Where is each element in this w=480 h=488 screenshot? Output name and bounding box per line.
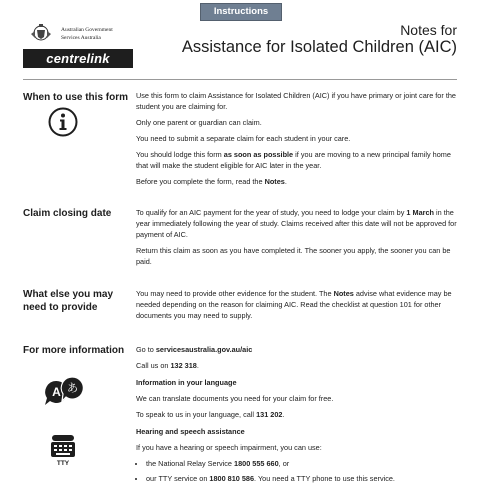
- centrelink-brand-bar: centrelink: [23, 49, 133, 68]
- more-call-line: [136, 360, 458, 371]
- section-content-evidence: [136, 288, 458, 326]
- language-phone-number[interactable]: 131 202: [256, 410, 283, 419]
- language-para-2: [136, 409, 458, 420]
- text: .: [282, 410, 285, 419]
- text: Go to: [136, 345, 156, 354]
- text: . You need a TTY phone to use this service.: [254, 474, 395, 483]
- when-para-1: Use this form to claim Assistance for Isolated Children (AIC) if you have primary or joint care for the student you are claiming for.: [136, 91, 456, 111]
- text: the National Relay Service: [146, 459, 235, 468]
- text: , or: [278, 459, 290, 468]
- closing-para-1: [136, 207, 458, 240]
- notes-for-label: Notes for: [400, 22, 457, 38]
- instructions-tab: Instructions: [200, 3, 282, 21]
- list-item: [146, 458, 458, 469]
- phone-number[interactable]: 132 318: [170, 361, 197, 370]
- coat-of-arms-icon: [29, 22, 53, 46]
- emphasis: Notes: [333, 289, 354, 298]
- when-para-4: [136, 149, 458, 171]
- when-para-3: You need to submit a separate claim for each student in your care.: [136, 134, 351, 143]
- emphasis: Notes: [264, 177, 285, 186]
- hearing-subheading: Hearing and speech assistance: [136, 427, 245, 436]
- text: in the year immediately following the year of study. Claims received after this date will not be approved for payment of AIC.: [136, 208, 457, 239]
- text: To qualify for an AIC payment for the year of study, you need to lodge your claim by: [136, 208, 407, 217]
- section-heading-more: For more information: [23, 345, 125, 356]
- section-content-closing: [136, 207, 458, 272]
- language-icon-letter-jp: あ: [67, 381, 78, 395]
- text: You should lodge this form: [136, 150, 224, 159]
- document-title: Assistance for Isolated Children (AIC): [181, 38, 457, 56]
- header-divider: [23, 79, 457, 80]
- language-icon-letter-a: A: [52, 385, 61, 399]
- emphasis: 1 March: [406, 208, 434, 217]
- text: if you are moving to a new principal family home that will make the student eligible for AIC later in the year.: [136, 150, 451, 170]
- hearing-options-list: [136, 458, 458, 484]
- language-icon: [42, 375, 86, 411]
- website-link[interactable]: servicesaustralia.gov.au/aic: [155, 345, 253, 354]
- relay-service-number[interactable]: 1800 555 660: [234, 459, 279, 468]
- section-content-when: [136, 90, 458, 192]
- tty-icon: [49, 433, 77, 467]
- tty-icon-label: TTY: [56, 460, 70, 467]
- section-heading-closing: Claim closing date: [23, 208, 112, 219]
- text: .: [284, 177, 287, 186]
- text: Before you complete the form, read the: [136, 177, 265, 186]
- language-subheading: Information in your language: [136, 378, 237, 387]
- section-heading-when: When to use this form: [23, 92, 128, 103]
- list-item: [146, 473, 458, 484]
- more-go-line: [136, 344, 458, 355]
- language-para-1: We can translate documents you need for your claim for free.: [136, 394, 334, 403]
- text: You may need to provide other evidence for the student. The: [136, 289, 334, 298]
- text: .: [196, 361, 199, 370]
- section-content-more: [136, 344, 458, 488]
- text: our TTY service on: [146, 474, 210, 483]
- info-icon: [47, 106, 79, 138]
- text: advise what evidence may be needed depending on the reason for claiming AIC. Read the checklist at question 101 for other documents you may need to supply.: [136, 289, 452, 320]
- closing-para-2: Return this claim as soon as you have completed it. The sooner you apply, the sooner you can be paid.: [136, 246, 451, 266]
- gov-line-2: Services Australia: [61, 35, 101, 41]
- section-heading-evidence: What else you may need to provide: [23, 289, 114, 313]
- text: To speak to us in your language, call: [136, 410, 257, 419]
- tty-service-number[interactable]: 1800 810 586: [209, 474, 255, 483]
- text: Call us on: [136, 361, 171, 370]
- when-para-2: Only one parent or guardian can claim.: [136, 118, 262, 127]
- hearing-para-1: If you have a hearing or speech impairment, you can use:: [136, 443, 322, 452]
- emphasis: as soon as possible: [223, 150, 294, 159]
- gov-line-1: Australian Government: [61, 27, 113, 33]
- evidence-para-1: [136, 288, 458, 321]
- when-para-5: [136, 176, 458, 187]
